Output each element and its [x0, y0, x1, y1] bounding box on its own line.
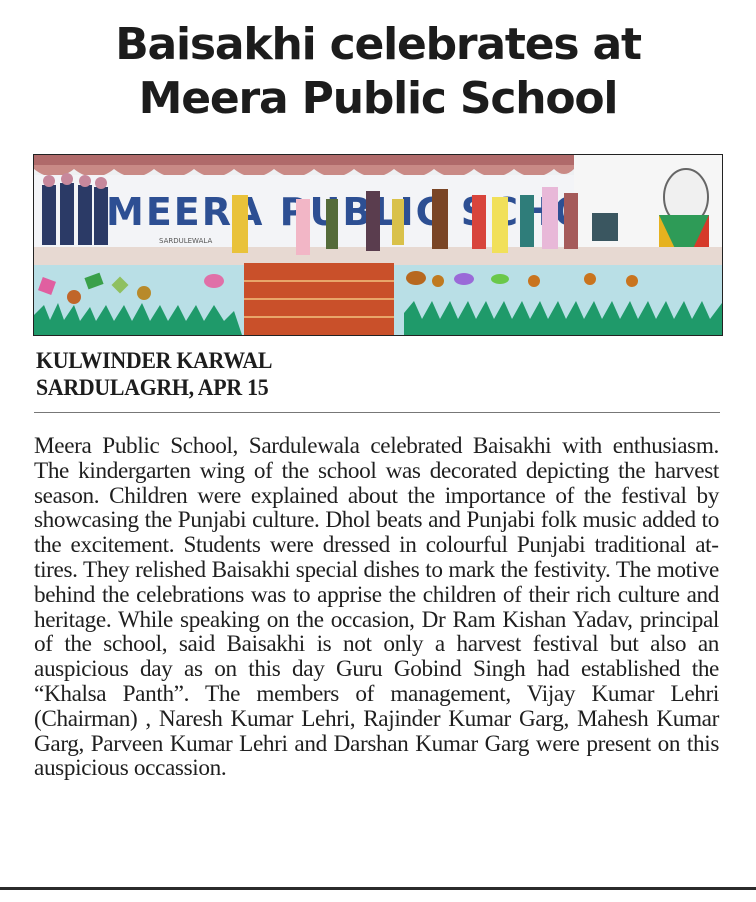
banner-text: MEERA PUBLIC	[106, 190, 446, 234]
banner-subtext: SARDULEWALA	[159, 237, 213, 245]
bottom-rule	[0, 887, 756, 890]
stage-photo-illustration	[34, 155, 722, 335]
headline-line-2: Meera Public School	[138, 73, 618, 124]
headline-line-1: Baisakhi celebrates at	[115, 19, 641, 70]
article-headline	[0, 18, 756, 126]
article-photo	[33, 154, 723, 336]
byline-divider	[34, 412, 720, 413]
article-body: Meera Public School, Sardulewala celebrated Baisakhi with enthusiasm. The kindergarten wing of the school was decorated depicting the harvest season. Children were explained about the importance of the festival by showcasing the Punjabi culture. Dhol beats and Punjabi folk music added to the excitement. Students were dressed in colourful Punjabi traditional attires. They relished Baisakhi special dishes to mark the festivity. The motive behind the celebrations was to apprise the children of their rich culture and heritage. While speaking on the occasion, Dr Ram Kishan Yadav, principal of the school, said Baisakhi is not only a harvest festival but also an auspicious day as on this day Guru Gobind Singh had established the “Khalsa Panth”. The members of management, Vijay Kumar Lehri (Chairman) , Naresh Kumar Lehri, Rajinder Kumar Garg, Mahesh Kumar Garg, Parveen Kumar Lehri and Darshan Kumar Garg were present on this auspicious occassion.	[34, 433, 719, 782]
byline	[36, 348, 672, 402]
author-name: KULWINDER KARWAL	[36, 348, 273, 374]
dateline: SARDULAGRH, APR 15	[36, 375, 269, 401]
